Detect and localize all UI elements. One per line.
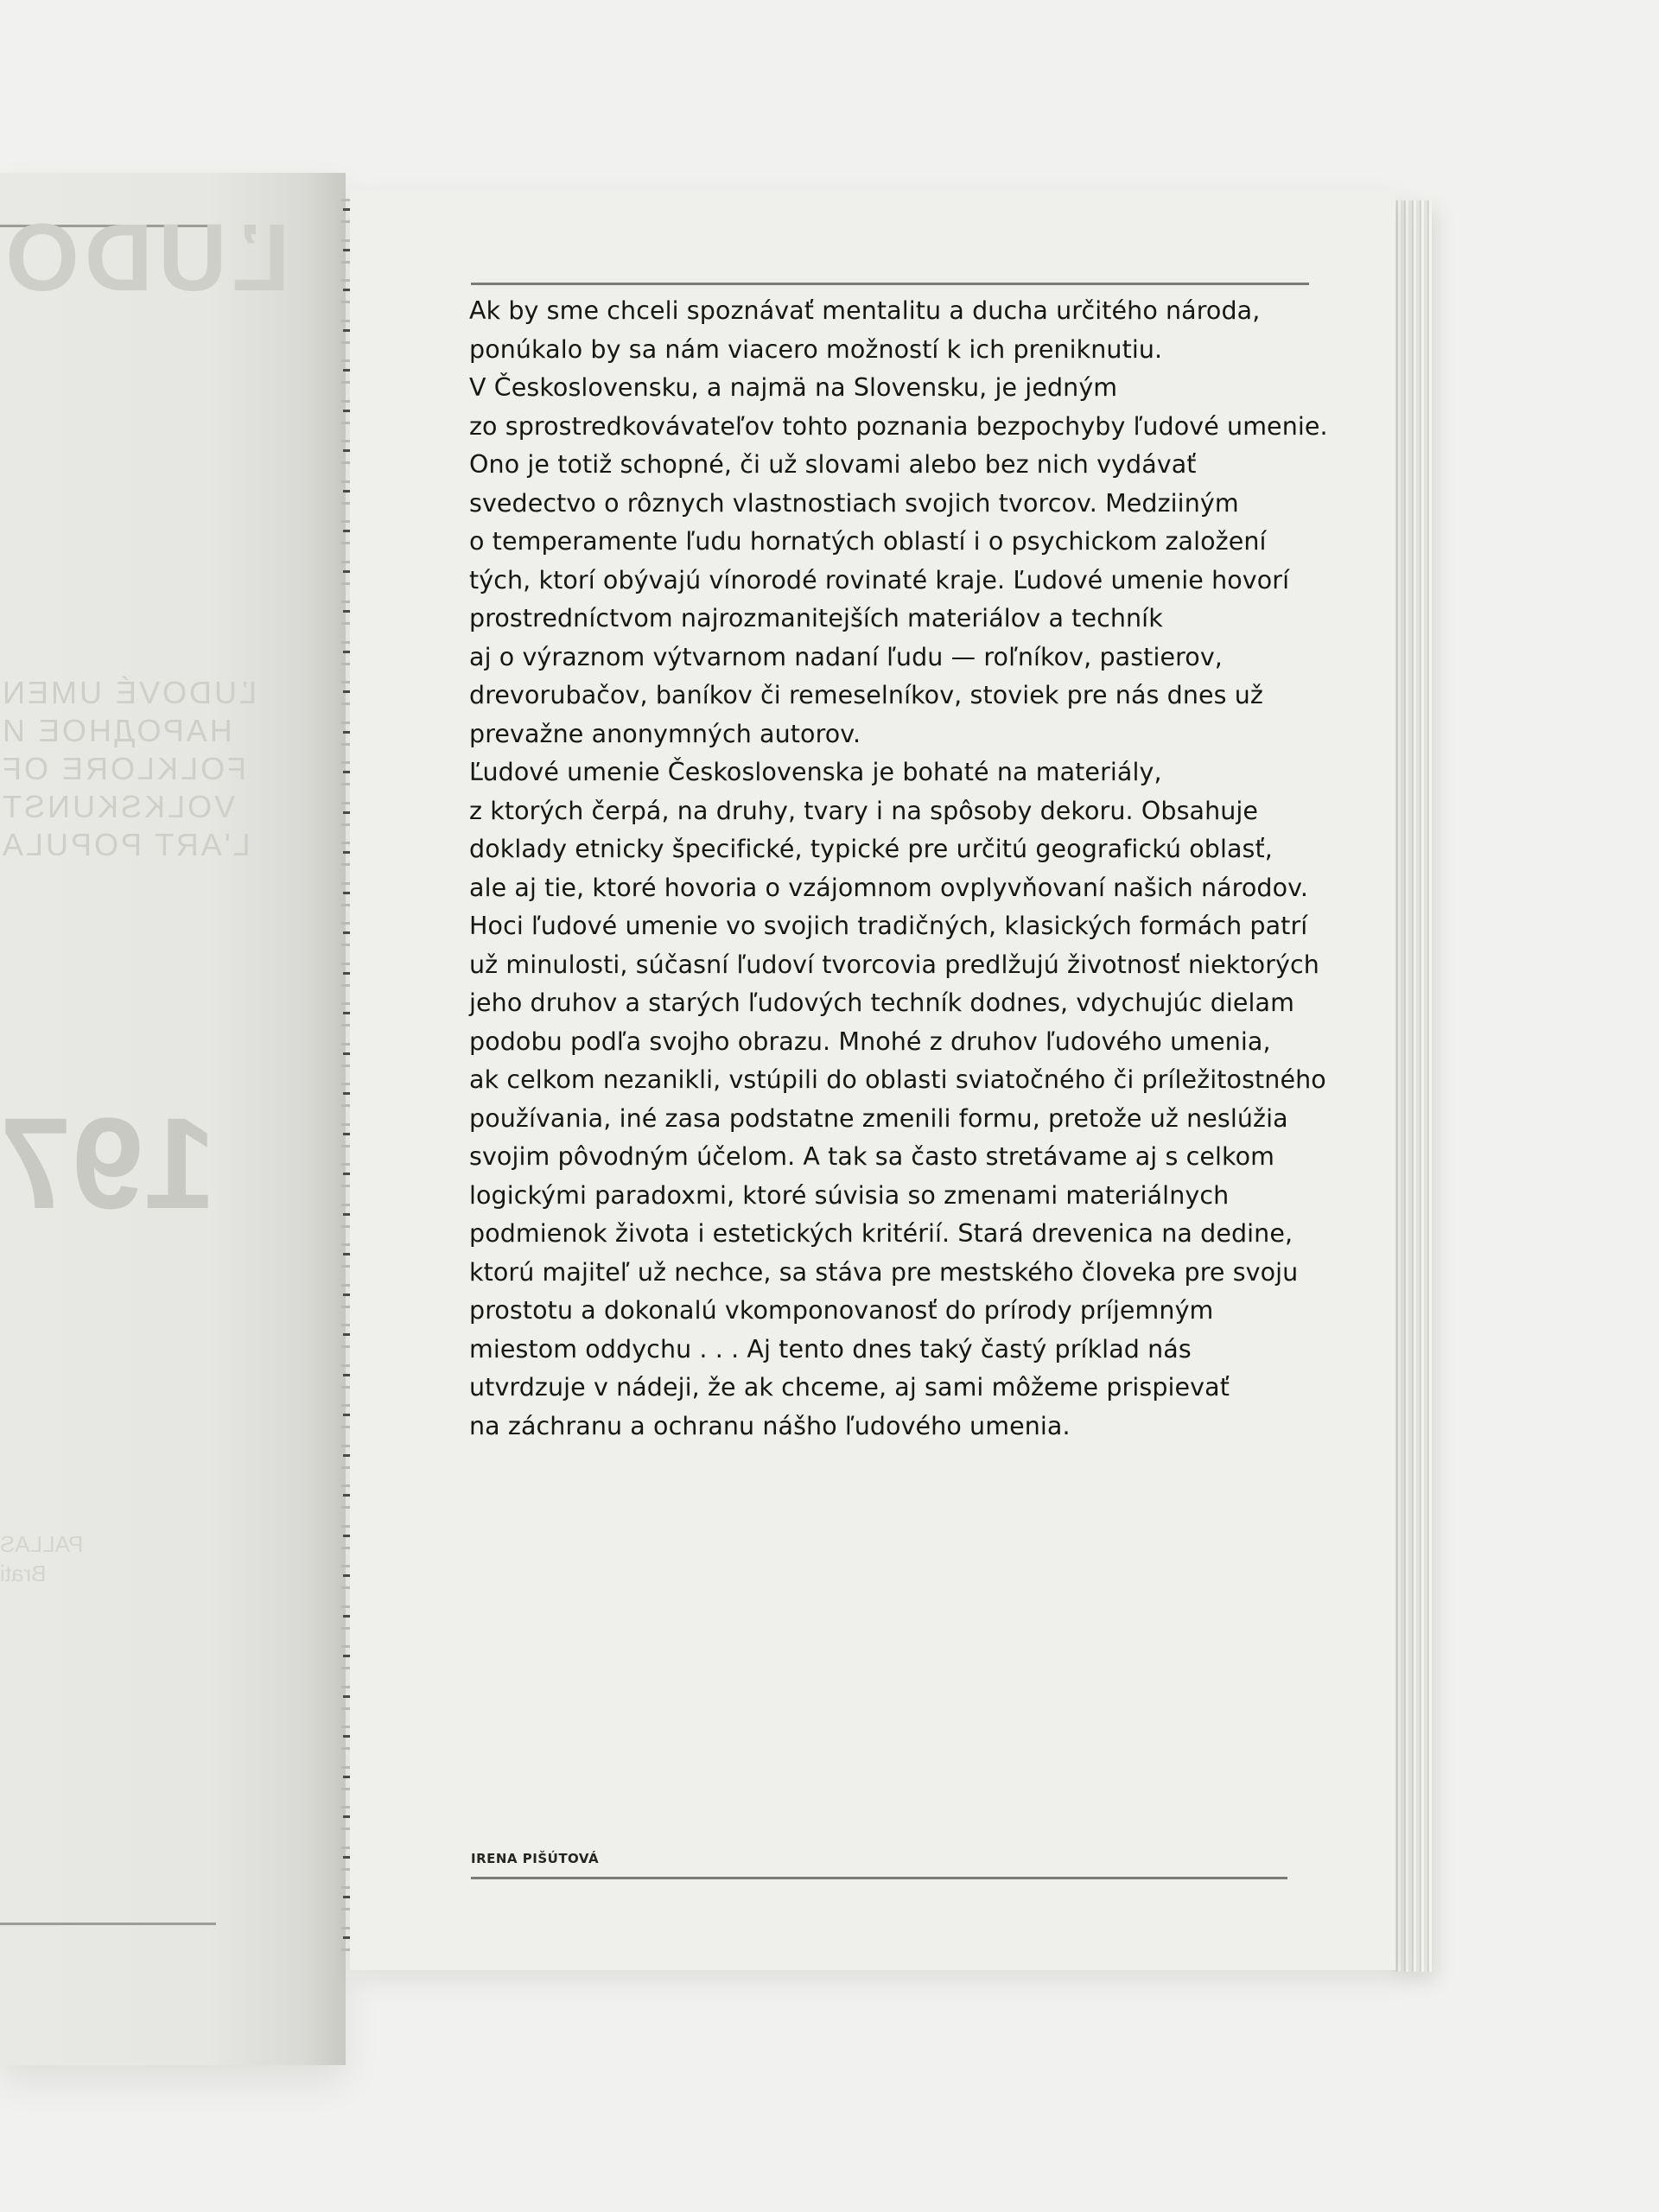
body-line: svedectvo o rôznych vlastnostiach svojich tvorcov. Medziiným xyxy=(469,488,1239,518)
mirrored-publisher-line: PALLAS xyxy=(0,1531,84,1557)
body-line: ale aj tie, ktoré hovoria o vzájomnom ovplyvňovaní našich národov. xyxy=(469,873,1309,902)
body-line: aj o výraznom výtvarnom nadaní ľudu — roľníkov, pastierov, xyxy=(469,642,1223,671)
body-line: Ľudové umenie Československa je bohaté na materiály, xyxy=(469,758,1162,786)
body-text xyxy=(469,292,1333,1446)
body-line: jeho druhov a starých ľudových techník dodnes, vdychujúc dielam xyxy=(469,988,1294,1017)
mirrored-line: L'ART POPULA xyxy=(0,827,251,862)
body-line: ak celkom nezanikli, vstúpili do oblasti sviatočného či príležitostného xyxy=(469,1065,1326,1094)
body-line: ponúkalo by sa nám viacero možností k ich preniknutiu. xyxy=(469,334,1163,364)
author-name: IRENA PIŠÚTOVÁ xyxy=(471,1851,600,1866)
body-line: drevorubačov, baníkov či remeselníkov, stoviek pre nás dnes už xyxy=(469,681,1263,709)
body-line: podmienok života i estetických kritérií. Stará drevenica na dedine, xyxy=(469,1219,1294,1248)
body-line: Ono je totiž schopné, či už slovami alebo bez nich vydávať xyxy=(469,450,1197,479)
body-line: svojim pôvodným účelom. A tak sa často stretávame aj s celkom xyxy=(469,1142,1275,1171)
bottom-rule xyxy=(471,1877,1287,1879)
body-line: Ak by sme chceli spoznávať mentalitu a ducha určitého národa, xyxy=(469,296,1261,325)
body-line: ktorú majiteľ už nechce, sa stáva pre mestského človeka pre svoju xyxy=(469,1257,1299,1287)
body-line: prostredníctvom najrozmanitejších materiálov a techník xyxy=(469,604,1163,632)
left-page xyxy=(0,173,346,2065)
body-line: Hoci ľudové umenie vo svojich tradičných, klasických formách patrí xyxy=(469,912,1308,940)
body-line: o temperamente ľudu hornatých oblastí i o psychickom založení xyxy=(469,527,1267,556)
body-line: V Československu, a najmä na Slovensku, je jedným xyxy=(469,373,1118,402)
body-line: zo sprostredkovávateľov tohto poznania bezpochyby ľudové umenie. xyxy=(469,411,1328,441)
left-bottom-rule xyxy=(0,1923,216,1925)
mirrored-title: ĽUDO xyxy=(0,205,290,311)
mirrored-publisher xyxy=(0,1529,216,1588)
body-line: doklady etnicky špecifické, typické pre určitú geografickú oblasť, xyxy=(469,835,1273,863)
body-line: používania, iné zasa podstatne zmenili formu, pretože už neslúžia xyxy=(469,1103,1288,1133)
body-line: už minulosti, súčasní ľudoví tvorcovia predlžujú životnosť niektorých xyxy=(469,950,1319,979)
body-line: podobu podľa svojho obrazu. Mnohé z druhov ľudového umenia, xyxy=(469,1027,1271,1056)
body-line: z ktorých čerpá, na druhy, tvary i na spôsoby dekoru. Obsahuje xyxy=(469,796,1259,825)
mirrored-line: FOLKLORE OF xyxy=(0,751,247,786)
body-line: logickými paradoxmi, ktoré súvisia so zmenami materiálnych xyxy=(469,1180,1230,1210)
body-line: prostotu a dokonalú vkomponovanosť do prírody príjemným xyxy=(469,1296,1214,1325)
body-line: miestom oddychu . . . Aj tento dnes taký častý príklad nás xyxy=(469,1334,1192,1363)
top-rule xyxy=(471,283,1309,285)
mirrored-year: 197 xyxy=(0,1090,216,1236)
mirrored-line: НАРОДНОЕ И xyxy=(0,713,232,748)
mirrored-line: VOLKSKUNST xyxy=(0,789,236,824)
body-line: utvrdzuje v nádeji, že ak chceme, aj sami môžeme prispievať xyxy=(469,1373,1230,1402)
mirrored-publisher-line: Brati xyxy=(0,1560,47,1586)
body-line: na záchranu a ochranu nášho ľudového umenia. xyxy=(469,1411,1071,1440)
page-stack-edges xyxy=(1393,200,1432,1972)
mirrored-subtitle-lines xyxy=(0,674,285,864)
mirrored-line: ĽUDOVÉ UMEN xyxy=(0,675,257,710)
body-line: prevažne anonymných autorov. xyxy=(469,719,861,748)
body-line: tých, ktorí obývajú vínorodé rovinaté kraje. Ľudové umenie hovorí xyxy=(469,565,1290,594)
right-page xyxy=(350,190,1395,1970)
